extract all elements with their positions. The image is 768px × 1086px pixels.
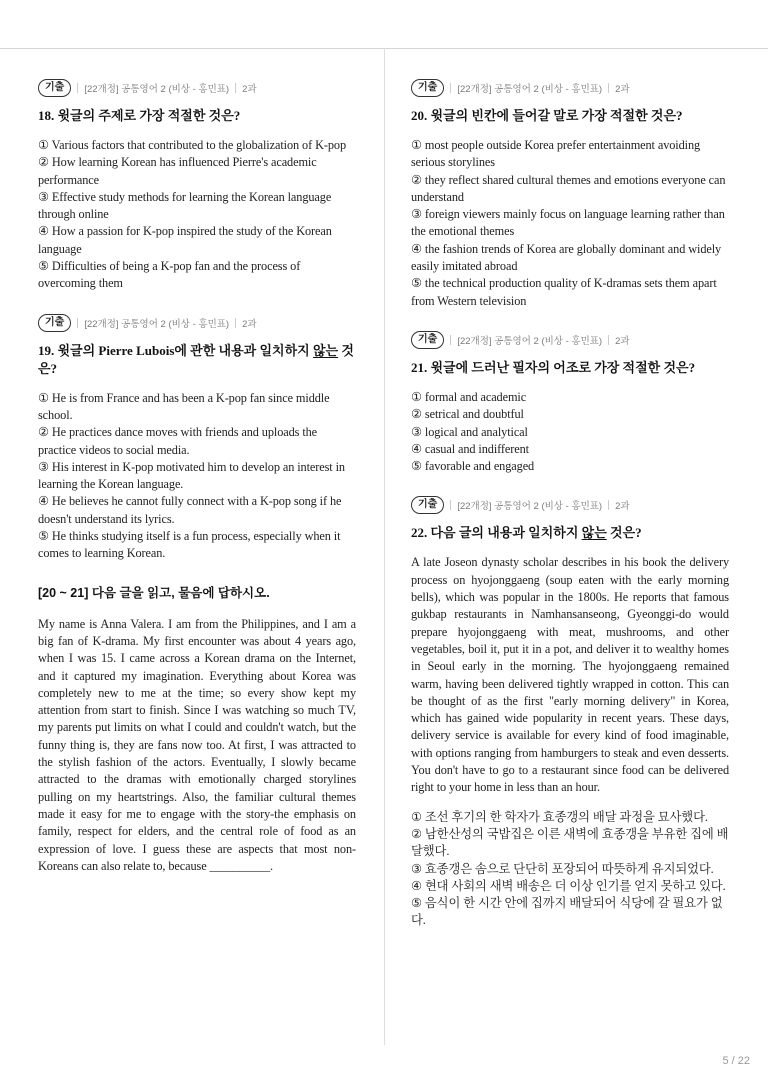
left-column	[38, 79, 356, 875]
source-label: [22개정] 공통영어 2 (비상 - 홍민표)	[84, 318, 230, 330]
question-18-meta	[38, 79, 356, 97]
question-21-meta	[411, 331, 729, 349]
meta-divider	[235, 318, 236, 328]
answer-option: ① formal and academic	[411, 389, 527, 404]
meta-divider	[608, 83, 609, 93]
meta-divider	[77, 318, 78, 328]
source-label: [22개정] 공통영어 2 (비상 - 홍민표)	[457, 335, 603, 347]
question-22-meta	[411, 496, 729, 514]
answer-option: ④ How a passion for K-pop inspired the study of the Korean language	[38, 224, 332, 256]
source-label: [22개정] 공통영어 2 (비상 - 홍민표)	[457, 84, 603, 95]
passage-text: My name is Anna Valera. I am from the Philippines, and I am a big fan of K-drama. My first encounter was about 4 years ago, when I was 15. I came across a Korean drama on the Internet, and it captured my imagination. Everything about Korea was completely new to me at the time; so every show kept my attention from start to finish. Since I was watching so much TV, my parents put limits on what I could and couldn't watch, but the funny thing is, they are fans now too. At first, I was attracted to the stylish fashion of the actors. Eventually, I slowly became attracted to the dramas with emotionally charged storylines pulling on my heartstrings. Also, the familiar cultural themes made it easy for me to engage with the story-the emphasis on family, respect for elders, and the central role of food as an expression of love. I guess these are aspects that most non-Koreans can also relate to, because __________.	[38, 616, 356, 873]
past-exam-badge: 기출	[38, 314, 71, 332]
question-19-title-end: 것은?	[38, 342, 354, 376]
answer-option: ③ 효종갱은 솜으로 단단히 포장되어 따뜻하게 유지되었다.	[411, 861, 714, 876]
question-20-options	[411, 137, 729, 310]
answer-option: ⑤ the technical production quality of K-dramas sets them apart from Western television	[411, 276, 717, 308]
answer-option: ② How learning Korean has influenced Pierre's academic performance	[38, 155, 317, 187]
past-exam-badge: 기출	[38, 79, 71, 97]
question-22-title	[411, 524, 729, 542]
answer-option: ⑤ 음식이 한 시간 안에 집까지 배달되어 식당에 갈 필요가 없다.	[411, 896, 723, 928]
question-18-title: 18. 윗글의 주제로 가장 적절한 것은?	[38, 108, 241, 123]
answer-option: ① Various factors that contributed to the globalization of K-pop	[38, 138, 346, 152]
question-19-title-text: 19. 윗글의 Pierre Lubois에 관한 내용과 일치하지	[38, 342, 313, 358]
answer-option: ① most people outside Korea prefer entertainment avoiding serious storylines	[411, 138, 701, 170]
source-label: [22개정] 공통영어 2 (비상 - 홍민표)	[457, 501, 603, 513]
answer-option: ⑤ favorable and engaged	[411, 459, 535, 474]
question-19-meta	[38, 314, 356, 332]
meta-divider	[608, 500, 609, 510]
passage-20-21	[38, 584, 356, 875]
source-label: [22개정] 공통영어 2 (비상 - 홍민표)	[84, 84, 230, 95]
lesson-label: 2과	[242, 84, 257, 95]
answer-option: ④ He believes he cannot fully connect with a K-pop song if he doesn't understand its lyrics.	[38, 494, 342, 526]
answer-option: ② setrical and doubtful	[411, 407, 524, 422]
question-22	[411, 496, 729, 929]
lesson-label: 2과	[615, 335, 630, 347]
question-18-options	[38, 137, 356, 293]
lesson-label: 2과	[615, 501, 630, 513]
question-21-title: 21. 윗글에 드러난 필자의 어조로 가장 적절한 것은?	[411, 359, 696, 375]
meta-divider	[450, 500, 451, 510]
answer-option: ⑤ He thinks studying itself is a fun process, especially when it comes to learning Korean.	[38, 529, 341, 561]
question-22-title-emphasis: 않는	[581, 525, 607, 541]
question-22-title-text: 22. 다음 글의 내용과 일치하지	[411, 525, 582, 541]
question-21	[411, 331, 729, 475]
right-column	[411, 79, 729, 951]
lesson-label: 2과	[615, 84, 630, 95]
answer-option: ④ 현대 사회의 새벽 배송은 더 이상 인기를 얻지 못하고 있다.	[411, 878, 726, 893]
past-exam-badge: 기출	[411, 79, 444, 97]
answer-option: ④ casual and indifferent	[411, 441, 529, 456]
question-20-meta	[411, 79, 729, 97]
answer-option: ② 남한산성의 국밥집은 이른 새벽에 효종갱을 부유한 집에 배달했다.	[411, 826, 729, 859]
answer-option: ③ His interest in K-pop motivated him to develop an interest in learning the Korean language.	[38, 459, 345, 492]
past-exam-badge: 기출	[411, 331, 444, 349]
question-19-title	[38, 342, 356, 378]
question-22-passage: A late Joseon dynasty scholar describes in his book the delivery process on hyojonggaeng (soup eaten with the early morning bells), which was popular in the 1800s. He reports that famous gukbap restaurants in Namhansanseong, Gyeonggi-do would prepare hyojonggaeng with meat, mushrooms, and other vegetables, boil it, put it in a pot, and deliver it to wealthy homes in Seoul early in the morning. The hyojonggaeng remained warm, having been delivered tightly wrapped in cotton. This can be thought of as the first "early morning delivery" in Korea, which has gained wide popularity in recent years. These days, delivery service is available for every kind of food imaginable, with options ranging from hamburgers to steak and even desserts. You don't have to go to a restaurant since food can be delivered right to your home in less than an hour.	[411, 555, 729, 795]
question-21-options	[411, 389, 729, 475]
question-22-title-end: 것은?	[606, 525, 642, 541]
question-20	[411, 79, 729, 310]
answer-option: ① He is from France and has been a K-pop fan since middle school.	[38, 390, 330, 422]
passage-heading: [20 ~ 21] 다음 글을 읽고, 물음에 답하시오.	[38, 585, 270, 600]
question-20-title: 20. 윗글의 빈칸에 들어갈 말로 가장 적절한 것은?	[411, 108, 683, 123]
answer-option: ③ Effective study methods for learning the Korean language through online	[38, 189, 332, 222]
meta-divider	[450, 83, 451, 93]
question-22-options	[411, 809, 729, 930]
answer-option: ② they reflect shared cultural themes and emotions everyone can understand	[411, 172, 726, 204]
page-number: 5 / 22	[722, 1055, 750, 1067]
question-19-title-emphasis: 않는	[312, 342, 339, 358]
question-19	[38, 314, 356, 563]
answer-option: ③ foreign viewers mainly focus on language learning rather than the emotional themes	[411, 207, 725, 239]
answer-option: ② He practices dance moves with friends and uploads the practice videos to social media.	[38, 425, 318, 457]
meta-divider	[235, 83, 236, 93]
question-19-options	[38, 390, 356, 563]
lesson-label: 2과	[242, 318, 257, 330]
answer-option: ① 조선 후기의 한 학자가 효종갱의 배달 과정을 묘사했다.	[411, 809, 708, 824]
meta-divider	[608, 335, 609, 345]
column-divider	[384, 48, 385, 1045]
meta-divider	[450, 335, 451, 345]
meta-divider	[77, 83, 78, 93]
question-18	[38, 79, 356, 293]
answer-option: ④ the fashion trends of Korea are globally dominant and widely easily imitated abroad	[411, 241, 722, 274]
answer-option: ⑤ Difficulties of being a K-pop fan and the process of overcoming them	[38, 259, 301, 291]
answer-option: ③ logical and analytical	[411, 424, 528, 439]
past-exam-badge: 기출	[411, 496, 444, 514]
